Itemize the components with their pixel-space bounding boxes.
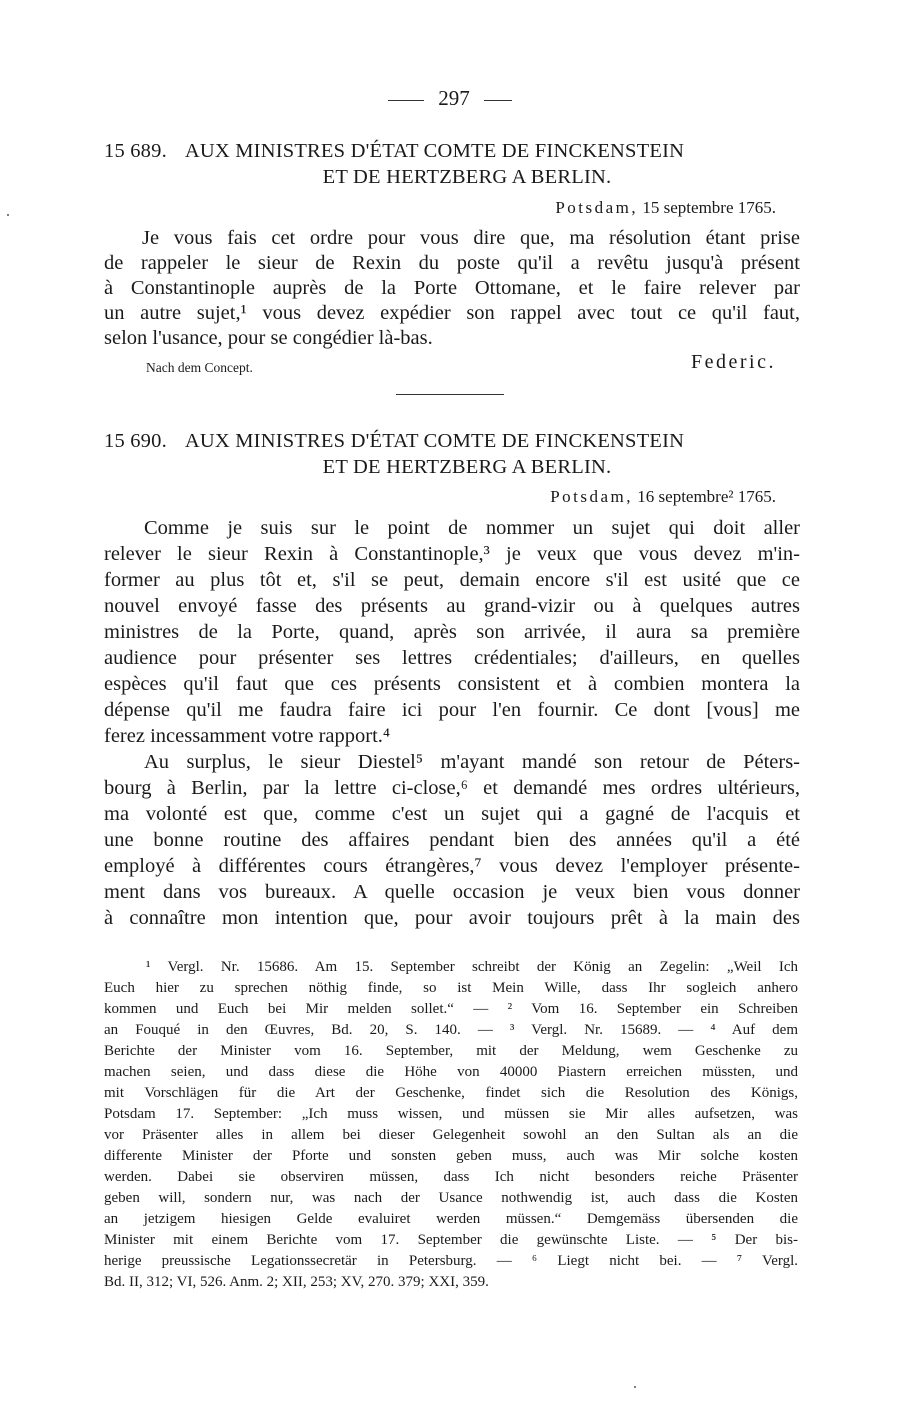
page-number-dash-right xyxy=(484,100,512,101)
body-line: un autre sujet,¹ vous devez expédier son rappel avec tout ce qu'il faut, xyxy=(104,302,800,324)
body-line: nouvel envoyé fasse des présents au grand-vizir ou à quelques autres xyxy=(104,595,800,617)
footnote-line: an Fouqué in den Œuvres, Bd. 20, S. 140. — ³ Vergl. Nr. 15689. — ⁴ Auf dem xyxy=(104,1022,798,1038)
body-line: ferez incessamment votre rapport.⁴ xyxy=(104,725,391,747)
section-divider xyxy=(396,394,504,395)
footnote-line: geben will, sondern nur, was nach der Usance nothwendig ist, auch dass die Kosten xyxy=(104,1190,798,1206)
letter-number: 15 690. xyxy=(104,430,167,452)
body-line: espèces qu'il faut que ces présents consistent et à combien montera la xyxy=(104,673,800,695)
body-line: relever le sieur Rexin à Constantinople,³ je veux que vous devez m'in- xyxy=(104,543,800,565)
body-line: bourg à Berlin, par la lettre ci-close,⁶ et demandé mes ordres ultérieurs, xyxy=(104,777,800,799)
footnote-line: kommen und Euch bei Mir melden sollet.“ — ² Vom 16. September ein Schreiben xyxy=(104,1001,798,1017)
body-line: ma volonté est que, comme c'est un sujet qui a gagné de l'acquis et xyxy=(104,803,800,825)
body-line: Au surplus, le sieur Diestel⁵ m'ayant mandé son retour de Péters- xyxy=(144,751,800,773)
source-note: Nach dem Concept. xyxy=(146,360,253,375)
footnote-line: mit Vorschlägen für die Art der Geschenke, findet sich die Resolution des Königs, xyxy=(104,1085,798,1101)
footnote-line: herige preussische Legationssecretär in Petersburg. — ⁶ Liegt nicht bei. — ⁷ Vergl. xyxy=(104,1253,798,1269)
heading-line-1: AUX MINISTRES D'ÉTAT COMTE DE FINCKENSTEIN xyxy=(184,430,685,452)
heading-line-2: ET DE HERTZBERG A BERLIN. xyxy=(322,456,612,478)
footnote-line: vor Präsenter alles in allem bei dieser Gelegenheit sowohl an den Sultan als an die xyxy=(104,1127,798,1143)
scan-speck xyxy=(7,214,9,216)
body-line: de rappeler le sieur de Rexin du poste qu'il a revêtu jusqu'à présent xyxy=(104,252,800,274)
footnote-line: Minister mit einem Berichte vom 17. September die gewünschte Liste. — ⁵ Der bis- xyxy=(104,1232,798,1248)
body-line: ment dans vos bureaux. A quelle occasion je veux bien vous donner xyxy=(104,881,800,903)
dateline-place: Potsdam, xyxy=(550,487,634,506)
letter-heading xyxy=(104,428,800,480)
footnote-line: machen seien, und dass diese die Höhe von 40000 Piastern erreichen müssten, und xyxy=(104,1064,798,1080)
body-line: former au plus tôt et, s'il se peut, demain encore s'il est usité que ce xyxy=(104,569,800,591)
footnote-line: werden. Dabei sie observiren müssen, dass Ich nicht besonders reiche Präsenter xyxy=(104,1169,798,1185)
body-line: dépense qu'il me faudra faire ici pour l'en fournir. Ce dont [vous] me xyxy=(104,699,800,721)
body-line: Je vous fais cet ordre pour vous dire que, ma résolution étant prise xyxy=(142,227,800,249)
dateline xyxy=(555,198,776,218)
dateline-date: 16 septembre² 1765. xyxy=(637,487,776,506)
dateline xyxy=(550,487,776,507)
signature: Federic. xyxy=(691,351,776,373)
body-line: à connaître mon intention que, pour avoir toujours prêt à la main des xyxy=(104,907,800,929)
body-line: une bonne routine des affaires pendant bien des années qu'il a été xyxy=(104,829,800,851)
heading-line-2: ET DE HERTZBERG A BERLIN. xyxy=(322,166,612,188)
footnote-line: ¹ Vergl. Nr. 15686. Am 15. September schreibt der König an Zegelin: „Weil Ich xyxy=(146,959,798,975)
letter-number: 15 689. xyxy=(104,140,167,162)
dateline-date: 15 septembre 1765. xyxy=(642,198,776,217)
footnote-line: differente Minister der Pforte und sonsten geben muss, auch was Mir solche kosten xyxy=(104,1148,798,1164)
footnote-line: Euch hier zu sprechen nöthig finde, so ist Mein Wille, dass Ihr sogleich anhero xyxy=(104,980,798,996)
letter-heading xyxy=(104,138,800,190)
body-line: audience pour présenter ses lettres crédentiales; d'ailleurs, en quelles xyxy=(104,647,800,669)
footnote-line: Potsdam 17. September: „Ich muss wissen, und müssen sie Mir alles aufsetzen, was xyxy=(104,1106,798,1122)
footnote-line: Berichte der Minister vom 16. September, mit der Meldung, wem Geschenke zu xyxy=(104,1043,798,1059)
body-line: Comme je suis sur le point de nommer un sujet qui doit aller xyxy=(144,517,800,539)
dateline-place: Potsdam, xyxy=(555,198,639,217)
body-line: employé à différentes cours étrangères,⁷ vous devez l'employer présente- xyxy=(104,855,800,877)
page-number-text: 297 xyxy=(438,86,470,110)
page-number xyxy=(0,86,900,111)
body-line: à Constantinople auprès de la Porte Ottomane, et le faire relever par xyxy=(104,277,800,299)
scan-speck xyxy=(634,1386,636,1388)
heading-line-1: AUX MINISTRES D'ÉTAT COMTE DE FINCKENSTEIN xyxy=(184,140,685,162)
body-line: selon l'usance, pour se congédier là-bas. xyxy=(104,327,433,349)
body-line: ministres de la Porte, quand, après son arrivée, il aura sa première xyxy=(104,621,800,643)
footnote-line: an jetzigem hiesigen Gelde evaluiret werden müssen.“ Demgemäss übersenden die xyxy=(104,1211,798,1227)
page-number-dash-left xyxy=(388,100,424,101)
footnote-line: Bd. II, 312; VI, 526. Anm. 2; XII, 253; XV, 270. 379; XXI, 359. xyxy=(104,1274,489,1290)
